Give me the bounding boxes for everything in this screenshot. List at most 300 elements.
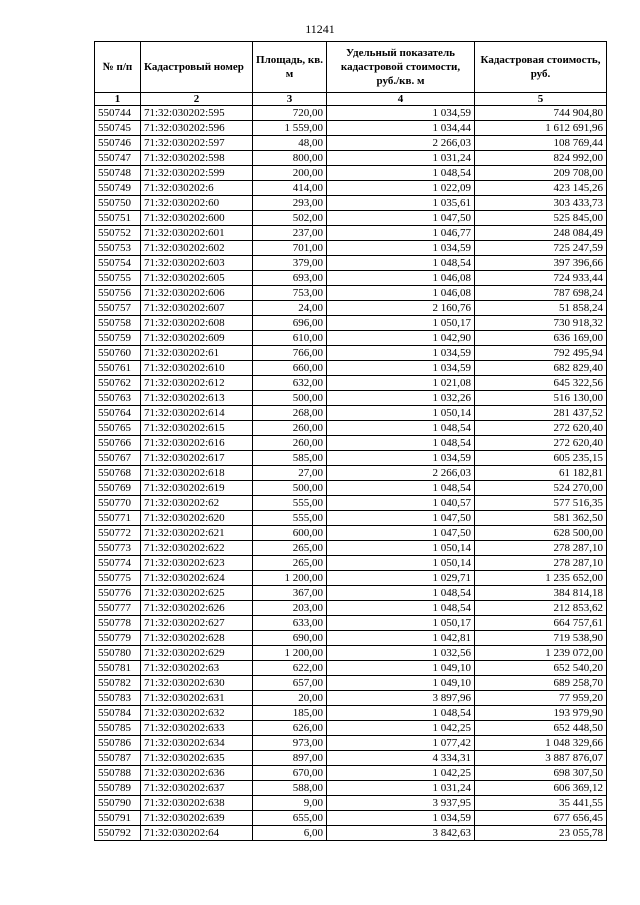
table-row [95,751,607,766]
unit-rate-value: 1 040,57 [327,496,475,511]
table-row [95,601,607,616]
cadastral-number: 71:32:030202:625 [141,586,253,601]
unit-rate-value: 1 048,54 [327,601,475,616]
area-value: 20,00 [253,691,327,706]
column-number-1: 1 [95,93,141,106]
cadastral-number: 71:32:030202:61 [141,346,253,361]
table-row [95,466,607,481]
area-value: 693,00 [253,271,327,286]
row-number: 550779 [95,631,141,646]
cadastral-number: 71:32:030202:634 [141,736,253,751]
cadastral-cost-value: 636 169,00 [475,331,607,346]
cadastral-number: 71:32:030202:600 [141,211,253,226]
row-number: 550764 [95,406,141,421]
unit-rate-value: 2 160,76 [327,301,475,316]
table-row [95,121,607,136]
row-number: 550755 [95,271,141,286]
row-number: 550771 [95,511,141,526]
cadastral-number: 71:32:030202:6 [141,181,253,196]
row-number: 550778 [95,616,141,631]
row-number: 550781 [95,661,141,676]
table-row [95,826,607,841]
cadastral-cost-value: 719 538,90 [475,631,607,646]
table-row [95,181,607,196]
area-value: 200,00 [253,166,327,181]
header-area: Площадь, кв. м [253,42,327,93]
table-row [95,436,607,451]
cadastral-cost-value: 1 235 652,00 [475,571,607,586]
cadastral-cost-value: 792 495,94 [475,346,607,361]
area-value: 633,00 [253,616,327,631]
row-number: 550784 [95,706,141,721]
table-row [95,571,607,586]
table-row [95,256,607,271]
cadastral-cost-value: 516 130,00 [475,391,607,406]
row-number: 550757 [95,301,141,316]
table-row [95,361,607,376]
unit-rate-value: 1 050,17 [327,316,475,331]
table-body [95,106,607,841]
table-row [95,301,607,316]
table-row [95,661,607,676]
cadastral-number: 71:32:030202:612 [141,376,253,391]
unit-rate-value: 3 842,63 [327,826,475,841]
row-number: 550790 [95,796,141,811]
cadastral-cost-value: 384 814,18 [475,586,607,601]
cadastral-number: 71:32:030202:63 [141,661,253,676]
unit-rate-value: 1 034,44 [327,121,475,136]
cadastral-number: 71:32:030202:630 [141,676,253,691]
cadastral-number: 71:32:030202:610 [141,361,253,376]
table-row [95,736,607,751]
cadastral-value-table [94,41,607,841]
cadastral-number: 71:32:030202:613 [141,391,253,406]
cadastral-number: 71:32:030202:62 [141,496,253,511]
page-number: 11241 [305,22,335,36]
header-unit-rate: Удельный показатель кадастровой стоимости, руб./кв. м [327,42,475,93]
unit-rate-value: 1 032,56 [327,646,475,661]
cadastral-number: 71:32:030202:635 [141,751,253,766]
table-row [95,331,607,346]
cadastral-cost-value: 272 620,40 [475,421,607,436]
unit-rate-value: 4 334,31 [327,751,475,766]
unit-rate-value: 1 048,54 [327,166,475,181]
unit-rate-value: 1 046,08 [327,286,475,301]
cadastral-number: 71:32:030202:596 [141,121,253,136]
cadastral-cost-value: 606 369,12 [475,781,607,796]
table-row [95,511,607,526]
area-value: 585,00 [253,451,327,466]
cadastral-cost-value: 61 182,81 [475,466,607,481]
row-number: 550765 [95,421,141,436]
unit-rate-value: 1 048,54 [327,586,475,601]
row-number: 550792 [95,826,141,841]
area-value: 293,00 [253,196,327,211]
cadastral-number: 71:32:030202:609 [141,331,253,346]
table-row [95,211,607,226]
unit-rate-value: 1 042,81 [327,631,475,646]
unit-rate-value: 1 022,09 [327,181,475,196]
area-value: 696,00 [253,316,327,331]
cadastral-number: 71:32:030202:601 [141,226,253,241]
cadastral-number: 71:32:030202:622 [141,541,253,556]
area-value: 588,00 [253,781,327,796]
row-number: 550770 [95,496,141,511]
cadastral-number: 71:32:030202:623 [141,556,253,571]
cadastral-cost-value: 824 992,00 [475,151,607,166]
area-value: 897,00 [253,751,327,766]
area-value: 367,00 [253,586,327,601]
table-row [95,796,607,811]
row-number: 550758 [95,316,141,331]
table-row [95,226,607,241]
cadastral-number: 71:32:030202:60 [141,196,253,211]
cadastral-number: 71:32:030202:628 [141,631,253,646]
row-number: 550776 [95,586,141,601]
table-row [95,286,607,301]
cadastral-number: 71:32:030202:636 [141,766,253,781]
area-value: 379,00 [253,256,327,271]
cadastral-cost-value: 524 270,00 [475,481,607,496]
unit-rate-value: 1 021,08 [327,376,475,391]
table-row [95,766,607,781]
unit-rate-value: 1 042,25 [327,721,475,736]
area-value: 185,00 [253,706,327,721]
cadastral-cost-value: 682 829,40 [475,361,607,376]
row-number: 550745 [95,121,141,136]
unit-rate-value: 1 034,59 [327,361,475,376]
row-number: 550748 [95,166,141,181]
cadastral-number: 71:32:030202:616 [141,436,253,451]
cadastral-number: 71:32:030202:598 [141,151,253,166]
cadastral-cost-value: 397 396,66 [475,256,607,271]
cadastral-number: 71:32:030202:595 [141,106,253,121]
area-value: 622,00 [253,661,327,676]
row-number: 550747 [95,151,141,166]
cadastral-number: 71:32:030202:627 [141,616,253,631]
row-number: 550756 [95,286,141,301]
cadastral-cost-value: 272 620,40 [475,436,607,451]
unit-rate-value: 1 048,54 [327,421,475,436]
cadastral-number: 71:32:030202:620 [141,511,253,526]
cadastral-number: 71:32:030202:626 [141,601,253,616]
row-number: 550782 [95,676,141,691]
cadastral-number: 71:32:030202:597 [141,136,253,151]
row-number: 550777 [95,601,141,616]
row-number: 550753 [95,241,141,256]
cadastral-number: 71:32:030202:619 [141,481,253,496]
cadastral-number: 71:32:030202:637 [141,781,253,796]
cadastral-number: 71:32:030202:608 [141,316,253,331]
area-value: 237,00 [253,226,327,241]
unit-rate-value: 1 046,08 [327,271,475,286]
row-number: 550768 [95,466,141,481]
area-value: 632,00 [253,376,327,391]
column-number-4: 4 [327,93,475,106]
unit-rate-value: 1 050,14 [327,406,475,421]
cadastral-cost-value: 281 437,52 [475,406,607,421]
table-row [95,241,607,256]
area-value: 600,00 [253,526,327,541]
area-value: 800,00 [253,151,327,166]
table-row [95,586,607,601]
table-row [95,421,607,436]
unit-rate-value: 1 042,90 [327,331,475,346]
cadastral-cost-value: 652 540,20 [475,661,607,676]
cadastral-number: 71:32:030202:633 [141,721,253,736]
area-value: 753,00 [253,286,327,301]
cadastral-cost-value: 525 845,00 [475,211,607,226]
area-value: 555,00 [253,511,327,526]
cadastral-cost-value: 423 145,26 [475,181,607,196]
cadastral-cost-value: 652 448,50 [475,721,607,736]
table-row [95,406,607,421]
cadastral-number: 71:32:030202:603 [141,256,253,271]
header-num: № п/п [95,42,141,93]
row-number: 550773 [95,541,141,556]
cadastral-cost-value: 725 247,59 [475,241,607,256]
table-row [95,136,607,151]
cadastral-cost-value: 724 933,44 [475,271,607,286]
area-value: 766,00 [253,346,327,361]
unit-rate-value: 3 897,96 [327,691,475,706]
area-value: 555,00 [253,496,327,511]
unit-rate-value: 1 029,71 [327,571,475,586]
area-value: 500,00 [253,391,327,406]
row-number: 550746 [95,136,141,151]
area-value: 657,00 [253,676,327,691]
table-row [95,496,607,511]
cadastral-cost-value: 248 084,49 [475,226,607,241]
table-row [95,676,607,691]
table-row [95,691,607,706]
unit-rate-value: 3 937,95 [327,796,475,811]
cadastral-number: 71:32:030202:617 [141,451,253,466]
area-value: 265,00 [253,541,327,556]
row-number: 550769 [95,481,141,496]
cadastral-cost-value: 3 887 876,07 [475,751,607,766]
unit-rate-value: 1 031,24 [327,151,475,166]
cadastral-number: 71:32:030202:614 [141,406,253,421]
cadastral-cost-value: 1 612 691,96 [475,121,607,136]
cadastral-number: 71:32:030202:638 [141,796,253,811]
cadastral-cost-value: 51 858,24 [475,301,607,316]
cadastral-number: 71:32:030202:631 [141,691,253,706]
unit-rate-value: 1 049,10 [327,676,475,691]
cadastral-cost-value: 35 441,55 [475,796,607,811]
cadastral-cost-value: 689 258,70 [475,676,607,691]
unit-rate-value: 1 050,14 [327,556,475,571]
table-row [95,616,607,631]
area-value: 670,00 [253,766,327,781]
cadastral-cost-value: 698 307,50 [475,766,607,781]
area-value: 1 559,00 [253,121,327,136]
table-row [95,151,607,166]
cadastral-number: 71:32:030202:618 [141,466,253,481]
cadastral-number: 71:32:030202:607 [141,301,253,316]
header-row [95,42,607,93]
unit-rate-value: 1 034,59 [327,346,475,361]
unit-rate-value: 1 048,54 [327,256,475,271]
area-value: 27,00 [253,466,327,481]
area-value: 260,00 [253,421,327,436]
cadastral-cost-value: 1 239 072,00 [475,646,607,661]
column-number-3: 3 [253,93,327,106]
area-value: 48,00 [253,136,327,151]
row-number: 550787 [95,751,141,766]
table-row [95,481,607,496]
table-row [95,106,607,121]
row-number: 550750 [95,196,141,211]
unit-rate-value: 1 047,50 [327,211,475,226]
column-number-2: 2 [141,93,253,106]
cadastral-number: 71:32:030202:64 [141,826,253,841]
cadastral-cost-value: 605 235,15 [475,451,607,466]
cadastral-cost-value: 787 698,24 [475,286,607,301]
row-number: 550760 [95,346,141,361]
row-number: 550752 [95,226,141,241]
table-row [95,646,607,661]
table-row [95,706,607,721]
area-value: 626,00 [253,721,327,736]
header-cadastral-cost: Кадастровая стоимость, руб. [475,42,607,93]
row-number: 550791 [95,811,141,826]
area-value: 690,00 [253,631,327,646]
column-number-5: 5 [475,93,607,106]
row-number: 550785 [95,721,141,736]
cadastral-number: 71:32:030202:599 [141,166,253,181]
area-value: 610,00 [253,331,327,346]
row-number: 550744 [95,106,141,121]
row-number: 550788 [95,766,141,781]
area-value: 500,00 [253,481,327,496]
cadastral-cost-value: 193 979,90 [475,706,607,721]
cadastral-cost-value: 303 433,73 [475,196,607,211]
cadastral-cost-value: 730 918,32 [475,316,607,331]
cadastral-cost-value: 108 769,44 [475,136,607,151]
cadastral-cost-value: 744 904,80 [475,106,607,121]
unit-rate-value: 1 046,77 [327,226,475,241]
row-number: 550761 [95,361,141,376]
table-row [95,811,607,826]
unit-rate-value: 1 034,59 [327,811,475,826]
table-row [95,781,607,796]
cadastral-cost-value: 664 757,61 [475,616,607,631]
unit-rate-value: 1 034,59 [327,241,475,256]
unit-rate-value: 1 050,17 [327,616,475,631]
area-value: 265,00 [253,556,327,571]
area-value: 701,00 [253,241,327,256]
table-row [95,376,607,391]
cadastral-cost-value: 677 656,45 [475,811,607,826]
area-value: 973,00 [253,736,327,751]
area-value: 1 200,00 [253,646,327,661]
area-value: 1 200,00 [253,571,327,586]
area-value: 24,00 [253,301,327,316]
table-row [95,316,607,331]
row-number: 550763 [95,391,141,406]
cadastral-cost-value: 577 516,35 [475,496,607,511]
area-value: 268,00 [253,406,327,421]
row-number: 550789 [95,781,141,796]
table-row [95,166,607,181]
cadastral-cost-value: 628 500,00 [475,526,607,541]
unit-rate-value: 1 047,50 [327,526,475,541]
unit-rate-value: 1 047,50 [327,511,475,526]
unit-rate-value: 1 035,61 [327,196,475,211]
cadastral-cost-value: 23 055,78 [475,826,607,841]
table-row [95,271,607,286]
cadastral-number: 71:32:030202:606 [141,286,253,301]
cadastral-cost-value: 581 362,50 [475,511,607,526]
table-row [95,196,607,211]
cadastral-number: 71:32:030202:621 [141,526,253,541]
area-value: 414,00 [253,181,327,196]
cadastral-number: 71:32:030202:602 [141,241,253,256]
row-number: 550766 [95,436,141,451]
cadastral-cost-value: 77 959,20 [475,691,607,706]
area-value: 9,00 [253,796,327,811]
table-row [95,556,607,571]
area-value: 260,00 [253,436,327,451]
row-number: 550783 [95,691,141,706]
table-row [95,541,607,556]
row-number: 550754 [95,256,141,271]
unit-rate-value: 1 048,54 [327,481,475,496]
cadastral-number: 71:32:030202:605 [141,271,253,286]
area-value: 203,00 [253,601,327,616]
unit-rate-value: 1 048,54 [327,706,475,721]
row-number: 550749 [95,181,141,196]
area-value: 655,00 [253,811,327,826]
row-number: 550772 [95,526,141,541]
cadastral-cost-value: 1 048 329,66 [475,736,607,751]
row-number: 550775 [95,571,141,586]
area-value: 660,00 [253,361,327,376]
cadastral-number: 71:32:030202:629 [141,646,253,661]
table-row [95,451,607,466]
row-number: 550762 [95,376,141,391]
area-value: 502,00 [253,211,327,226]
row-number: 550786 [95,736,141,751]
unit-rate-value: 1 042,25 [327,766,475,781]
area-value: 720,00 [253,106,327,121]
row-number: 550751 [95,211,141,226]
unit-rate-value: 1 048,54 [327,436,475,451]
cadastral-cost-value: 645 322,56 [475,376,607,391]
cadastral-cost-value: 278 287,10 [475,556,607,571]
unit-rate-value: 1 050,14 [327,541,475,556]
table-row [95,391,607,406]
unit-rate-value: 1 031,24 [327,781,475,796]
unit-rate-value: 2 266,03 [327,466,475,481]
unit-rate-value: 1 049,10 [327,661,475,676]
row-number: 550774 [95,556,141,571]
cadastral-number: 71:32:030202:632 [141,706,253,721]
cadastral-number: 71:32:030202:615 [141,421,253,436]
cadastral-cost-value: 278 287,10 [475,541,607,556]
table-row [95,721,607,736]
header-cadastral-number: Кадастровый номер [141,42,253,93]
table-row [95,631,607,646]
unit-rate-value: 1 034,59 [327,451,475,466]
table-row [95,526,607,541]
area-value: 6,00 [253,826,327,841]
unit-rate-value: 1 032,26 [327,391,475,406]
unit-rate-value: 2 266,03 [327,136,475,151]
unit-rate-value: 1 034,59 [327,106,475,121]
cadastral-number: 71:32:030202:639 [141,811,253,826]
